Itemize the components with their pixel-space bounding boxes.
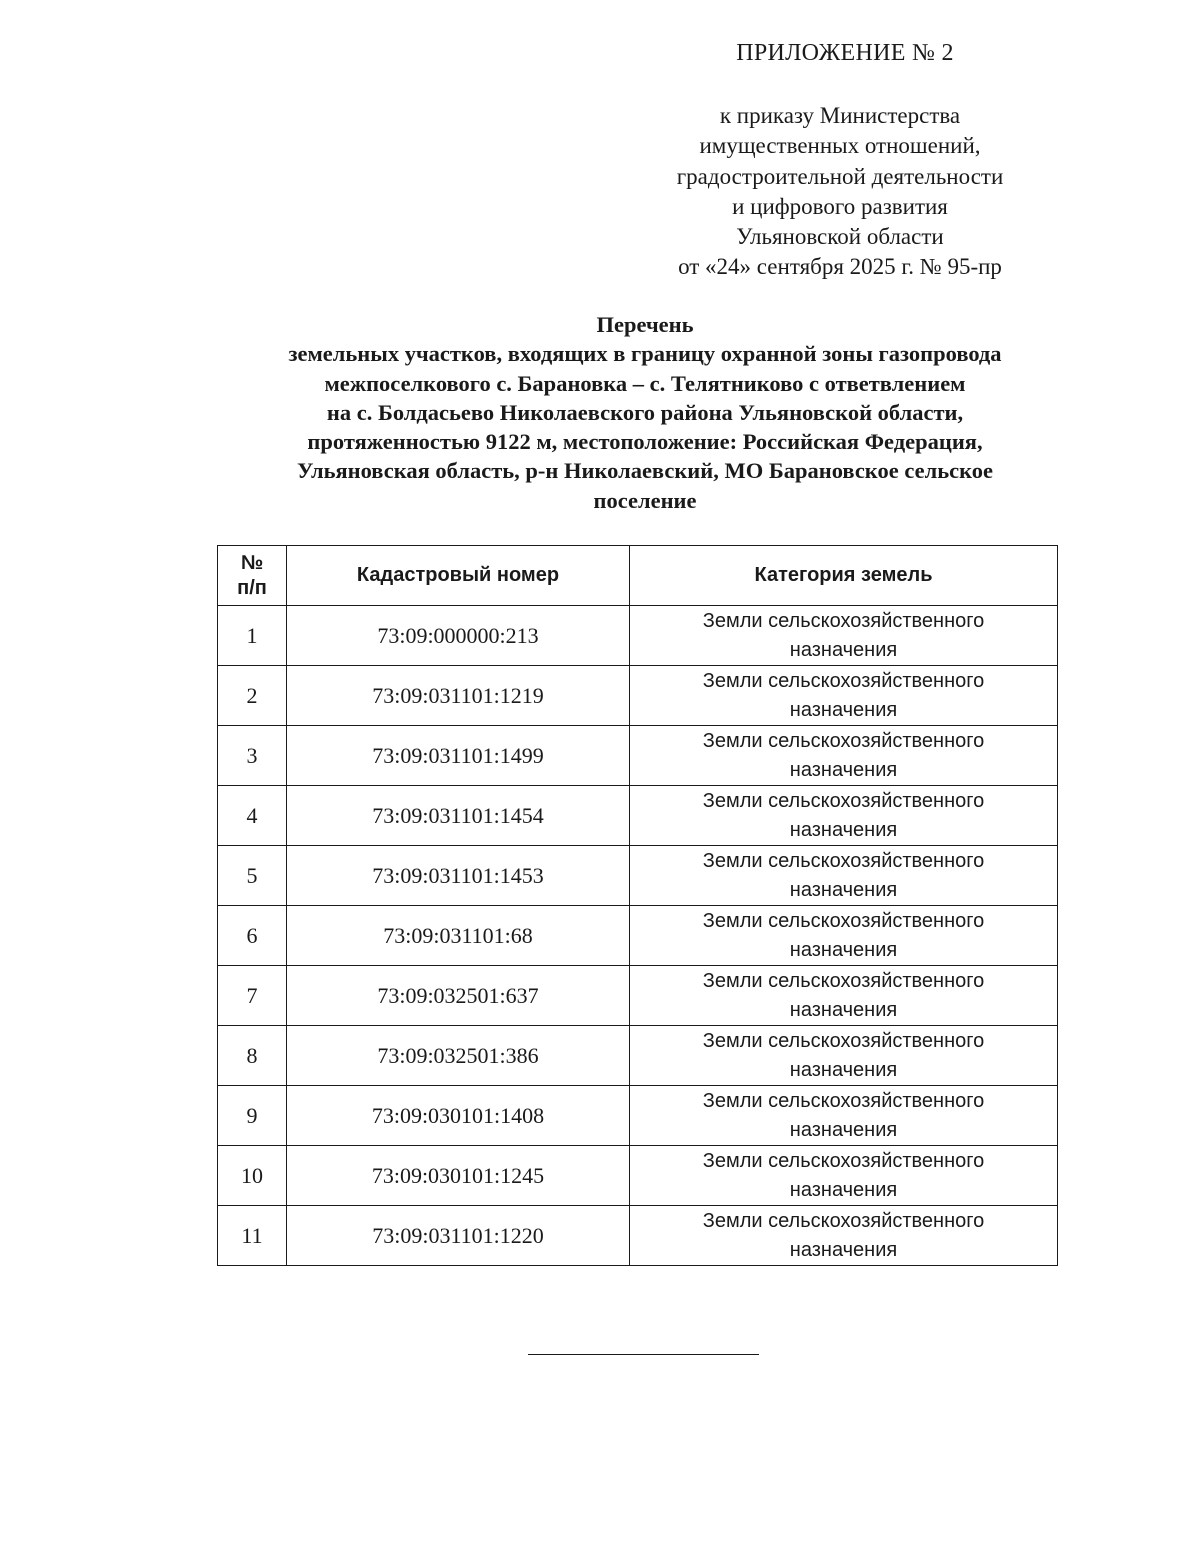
row-number: 4 (218, 786, 287, 846)
order-ref-line: Ульяновской области (736, 224, 944, 250)
appendix-title: ПРИЛОЖЕНИЕ № 2 (736, 40, 954, 66)
order-ref-line: и цифрового развития (732, 193, 948, 219)
title-line: на с. Болдасьево Николаевского района Ульяновской области, (326, 399, 964, 425)
table-row (218, 1146, 1058, 1206)
row-number: 9 (218, 1086, 287, 1146)
land-category: Земли сельскохозяйственного назначения (630, 606, 1058, 666)
table-row (218, 726, 1058, 786)
land-category: Земли сельскохозяйственного назначения (630, 1086, 1058, 1146)
table-header-row (218, 546, 1058, 606)
cadastral-number: 73:09:031101:1454 (287, 786, 630, 846)
row-number: 11 (218, 1206, 287, 1266)
table-row (218, 1026, 1058, 1086)
land-category: Земли сельскохозяйственного назначения (630, 966, 1058, 1026)
title-heading: Перечень (596, 312, 694, 337)
document-title (200, 310, 1090, 515)
land-parcels-table (217, 545, 1058, 1266)
table-row (218, 966, 1058, 1026)
land-category: Земли сельскохозяйственного назначения (630, 906, 1058, 966)
cadastral-number: 73:09:032501:386 (287, 1026, 630, 1086)
row-number: 5 (218, 846, 287, 906)
land-category: Земли сельскохозяйственного назначения (630, 1146, 1058, 1206)
title-line: поселение (593, 487, 697, 513)
land-category: Земли сельскохозяйственного назначения (630, 786, 1058, 846)
land-category: Земли сельскохозяйственного назначения (630, 726, 1058, 786)
order-ref-line: градостроительной деятельности (676, 163, 1004, 189)
cadastral-number: 73:09:030101:1245 (287, 1146, 630, 1206)
row-number: 2 (218, 666, 287, 726)
title-line: межпоселкового с. Барановка – с. Телятниково с ответвлением (324, 370, 966, 396)
row-number: 3 (218, 726, 287, 786)
row-number: 6 (218, 906, 287, 966)
order-ref-date-line: от «24» сентября 2025 г. № 95-пр (678, 254, 1002, 280)
table-row (218, 666, 1058, 726)
table-row (218, 606, 1058, 666)
cadastral-number: 73:09:031101:1453 (287, 846, 630, 906)
order-ref-line: имущественных отношений, (699, 133, 981, 159)
land-category: Земли сельскохозяйственного назначения (630, 846, 1058, 906)
row-number: 10 (218, 1146, 287, 1206)
row-number: 7 (218, 966, 287, 1026)
header-number: № п/п (218, 546, 287, 606)
cadastral-number: 73:09:030101:1408 (287, 1086, 630, 1146)
land-category: Земли сельскохозяйственного назначения (630, 1026, 1058, 1086)
land-category: Земли сельскохозяйственного назначения (630, 1206, 1058, 1266)
table-row (218, 846, 1058, 906)
table-row (218, 1086, 1058, 1146)
row-number: 8 (218, 1026, 287, 1086)
order-ref-line: к приказу Министерства (719, 103, 961, 128)
header-cadastral-number: Кадастровый номер (287, 546, 630, 606)
cadastral-number: 73:09:031101:68 (287, 906, 630, 966)
end-divider (528, 1354, 759, 1355)
cadastral-number: 73:09:031101:1499 (287, 726, 630, 786)
order-reference (610, 101, 1070, 283)
title-line: протяженностью 9122 м, местоположение: Российская Федерация, (307, 429, 983, 455)
land-category: Земли сельскохозяйственного назначения (630, 666, 1058, 726)
header-land-category: Категория земель (630, 546, 1058, 606)
table-row (218, 1206, 1058, 1266)
table-row (218, 786, 1058, 846)
cadastral-number: 73:09:032501:637 (287, 966, 630, 1026)
cadastral-number: 73:09:031101:1220 (287, 1206, 630, 1266)
table-row (218, 906, 1058, 966)
row-number: 1 (218, 606, 287, 666)
cadastral-number: 73:09:031101:1219 (287, 666, 630, 726)
title-line: Ульяновская область, р-н Николаевский, МО Барановское сельское (296, 458, 993, 484)
title-line: земельных участков, входящих в границу охранной зоны газопровода (288, 341, 1002, 367)
cadastral-number: 73:09:000000:213 (287, 606, 630, 666)
